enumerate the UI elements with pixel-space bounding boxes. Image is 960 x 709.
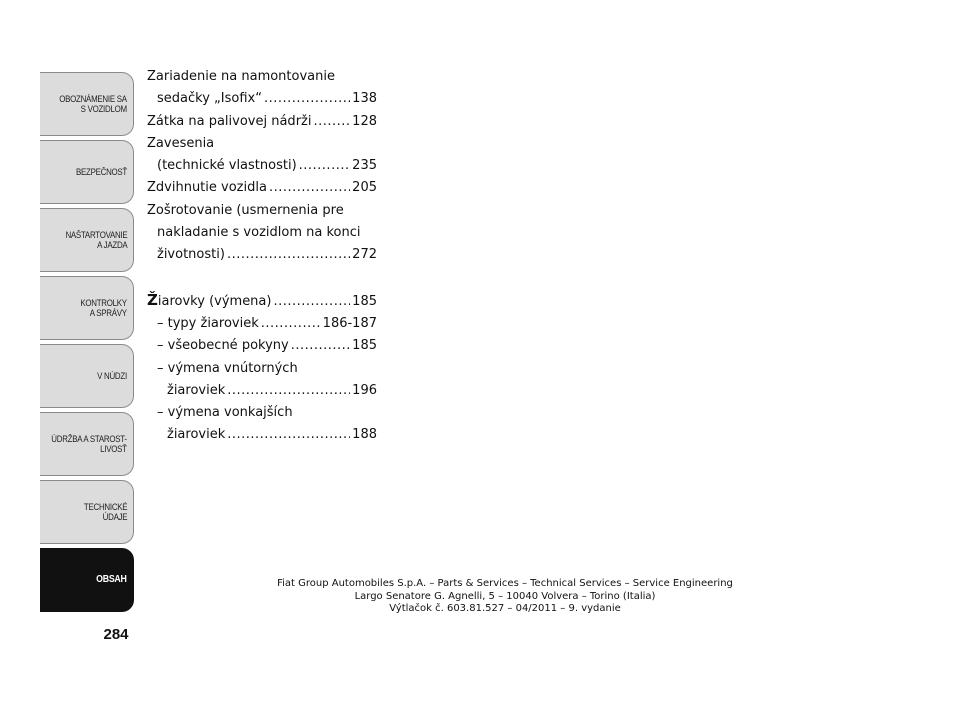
page-ref[interactable]: 188 (352, 427, 377, 443)
leader-dots (269, 177, 350, 199)
section-letter: Ž (147, 290, 158, 309)
entry-text-rest: iarovky (výmena) (157, 293, 272, 309)
leader-dots (264, 88, 350, 110)
index-entry (147, 289, 377, 313)
imprint-line: Largo Senatore G. Agnelli, 5 – 10040 Volvera – Torino (Italia) (354, 590, 656, 602)
imprint-line: Fiat Group Automobiles S.p.A. – Parts & Services – Technical Services – Service Engineering (277, 578, 733, 589)
tab-technicke-udaje[interactable] (40, 480, 134, 544)
entry-text: – výmena vnútorných (157, 360, 298, 376)
tab-label: OBOZNÁMENIE SA S VOZIDLOM (59, 94, 127, 114)
entry-text: žiaroviek (167, 427, 226, 443)
leader-dots (273, 291, 350, 313)
entry-text: Zariadenie na namontovanie (147, 69, 335, 84)
tab-v-nudzi[interactable] (40, 344, 134, 408)
tab-udrzba[interactable] (40, 412, 134, 476)
leader-dots (291, 335, 350, 357)
entry-text: sedačky „Isofix“ (157, 91, 262, 107)
entry-text: Zátka na palivovej nádrži (147, 113, 312, 129)
entry-text (147, 289, 271, 313)
leader-dots (261, 313, 321, 335)
page-ref[interactable]: 185 (352, 293, 377, 309)
index-subentry (147, 335, 377, 357)
tab-label: OBSAH (96, 574, 127, 585)
index-entry (147, 177, 377, 199)
page-ref[interactable]: 196 (352, 382, 377, 398)
index-entry (147, 200, 377, 267)
tab-oboznamenie[interactable] (40, 72, 134, 136)
tab-obsah[interactable] (40, 548, 134, 612)
entry-text: Zošrotovanie (usmernenia pre (147, 202, 344, 218)
page-ref[interactable]: 186-187 (322, 315, 377, 331)
entry-text: – typy žiaroviek (157, 315, 259, 331)
tab-label: BEZPEČNOSŤ (75, 167, 127, 177)
index-column (147, 66, 377, 447)
entry-text: Zavesenia (147, 135, 215, 151)
tab-nastartovanie[interactable] (40, 208, 134, 272)
entry-text: – výmena vonkajších (157, 405, 293, 421)
imprint-footer (250, 578, 760, 616)
leader-dots (227, 380, 350, 402)
index-subentry (147, 402, 377, 447)
page-ref[interactable]: 205 (352, 180, 377, 196)
tab-label: TECHNICKÉ ÚDAJE (83, 502, 127, 522)
index-entry (147, 111, 377, 133)
tab-label: V NÚDZI (97, 371, 127, 381)
entry-text: životnosti) (157, 247, 225, 263)
leader-dots (313, 111, 350, 133)
leader-dots (227, 244, 350, 266)
entry-text: – všeobecné pokyny (157, 338, 289, 354)
index-subentry (147, 313, 377, 335)
chapter-tabs (40, 72, 134, 616)
tab-kontrolky[interactable] (40, 276, 134, 340)
entry-text: žiaroviek (167, 382, 226, 398)
section-gap (147, 267, 377, 289)
tab-label: KONTROLKY A SPRÁVY (80, 298, 127, 318)
tab-label: ÚDRŽBA A STAROST- LIVOSŤ (51, 434, 127, 454)
tab-bezpecnost[interactable] (40, 140, 134, 204)
page-ref[interactable]: 185 (352, 338, 377, 354)
tab-label: NAŠTARTOVANIE A JAZDA (65, 230, 127, 250)
page-ref[interactable]: 128 (352, 113, 377, 129)
entry-text: Zdvihnutie vozidla (147, 180, 267, 196)
index-entry (147, 133, 377, 178)
entry-text: (technické vlastnosti) (157, 158, 297, 174)
leader-dots (299, 155, 351, 177)
index-entry (147, 66, 377, 111)
page-number: 284 (103, 626, 129, 643)
imprint-line: Výtlačok č. 603.81.527 – 04/2011 – 9. vydanie (389, 603, 621, 614)
page-ref[interactable]: 272 (352, 247, 377, 263)
index-subentry (147, 358, 377, 403)
leader-dots (227, 424, 350, 446)
page-ref[interactable]: 138 (352, 91, 377, 107)
page-ref[interactable]: 235 (352, 158, 377, 174)
entry-text: nakladanie s vozidlom na konci (157, 225, 361, 241)
